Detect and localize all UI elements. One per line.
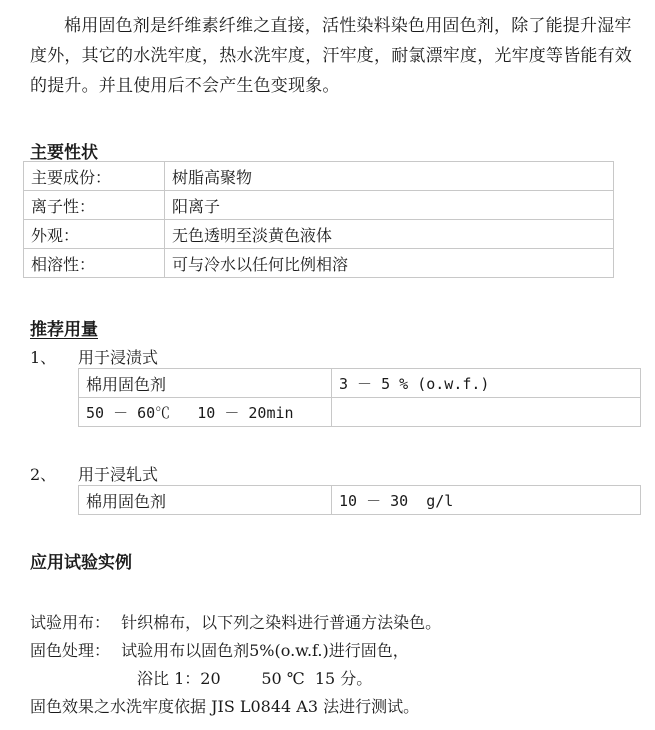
properties-table <box>23 161 614 278</box>
bath-ratio-line: 浴比 1：20 50 ℃ 15 分。 <box>137 669 373 688</box>
dosage-amount: 3 － 5 % (o.w.f.) <box>332 369 641 398</box>
fixing-value: 试验用布以固色剂5%(o.w.f.)进行固色， <box>121 641 409 660</box>
dosage-amount: 10 － 30 g/l <box>332 486 641 515</box>
property-value: 阳离子 <box>165 191 614 220</box>
method-1-table <box>78 368 641 427</box>
property-label: 相溶性： <box>24 249 165 278</box>
property-value: 无色透明至淡黄色液体 <box>165 220 614 249</box>
dosage-heading: 推荐用量 <box>30 320 98 340</box>
test-method-line: 固色效果之水洗牢度依据 JIS L0844 A3 法进行测试。 <box>30 697 420 716</box>
test-fabric-line <box>30 610 441 633</box>
property-label: 离子性： <box>24 191 165 220</box>
property-label: 主要成份： <box>24 162 165 191</box>
example-heading: 应用试验实例 <box>30 553 132 573</box>
process-conditions: 50 － 60℃ 10 － 20min <box>79 398 332 427</box>
agent-name: 棉用固色剂 <box>79 486 332 515</box>
test-fabric-label: 试验用布： <box>30 613 111 632</box>
properties-heading: 主要性状 <box>30 143 98 163</box>
table-row <box>79 486 641 515</box>
method-1-label: 用于浸渍式 <box>78 348 159 367</box>
table-row <box>24 220 614 249</box>
agent-name: 棉用固色剂 <box>79 369 332 398</box>
method-1-title <box>30 345 158 368</box>
table-row <box>24 162 614 191</box>
property-value: 可与冷水以任何比例相溶 <box>165 249 614 278</box>
fixing-label: 固色处理： <box>30 641 111 660</box>
property-label: 外观： <box>24 220 165 249</box>
fixing-line <box>30 638 409 661</box>
table-row <box>24 249 614 278</box>
method-2-title <box>30 462 158 485</box>
intro-paragraph: 棉用固色剂是纤维素纤维之直接，活性染料染色用固色剂，除了能提升湿牢度外，其它的水洗牢度，热水洗牢度，汗牢度，耐氯漂牢度，光牢度等皆能有效的提升。并且使用后不会产生色变现象。 <box>30 16 632 96</box>
method-2-label: 用于浸轧式 <box>78 465 159 484</box>
method-2-table <box>78 485 641 515</box>
empty-cell <box>332 398 641 427</box>
table-row <box>79 369 641 398</box>
test-fabric-value: 针织棉布，以下列之染料进行普通方法染色。 <box>121 613 442 632</box>
method-1-number: 1、 <box>30 348 57 367</box>
property-value: 树脂高聚物 <box>165 162 614 191</box>
table-row <box>24 191 614 220</box>
table-row <box>79 398 641 427</box>
method-2-number: 2、 <box>30 465 57 484</box>
